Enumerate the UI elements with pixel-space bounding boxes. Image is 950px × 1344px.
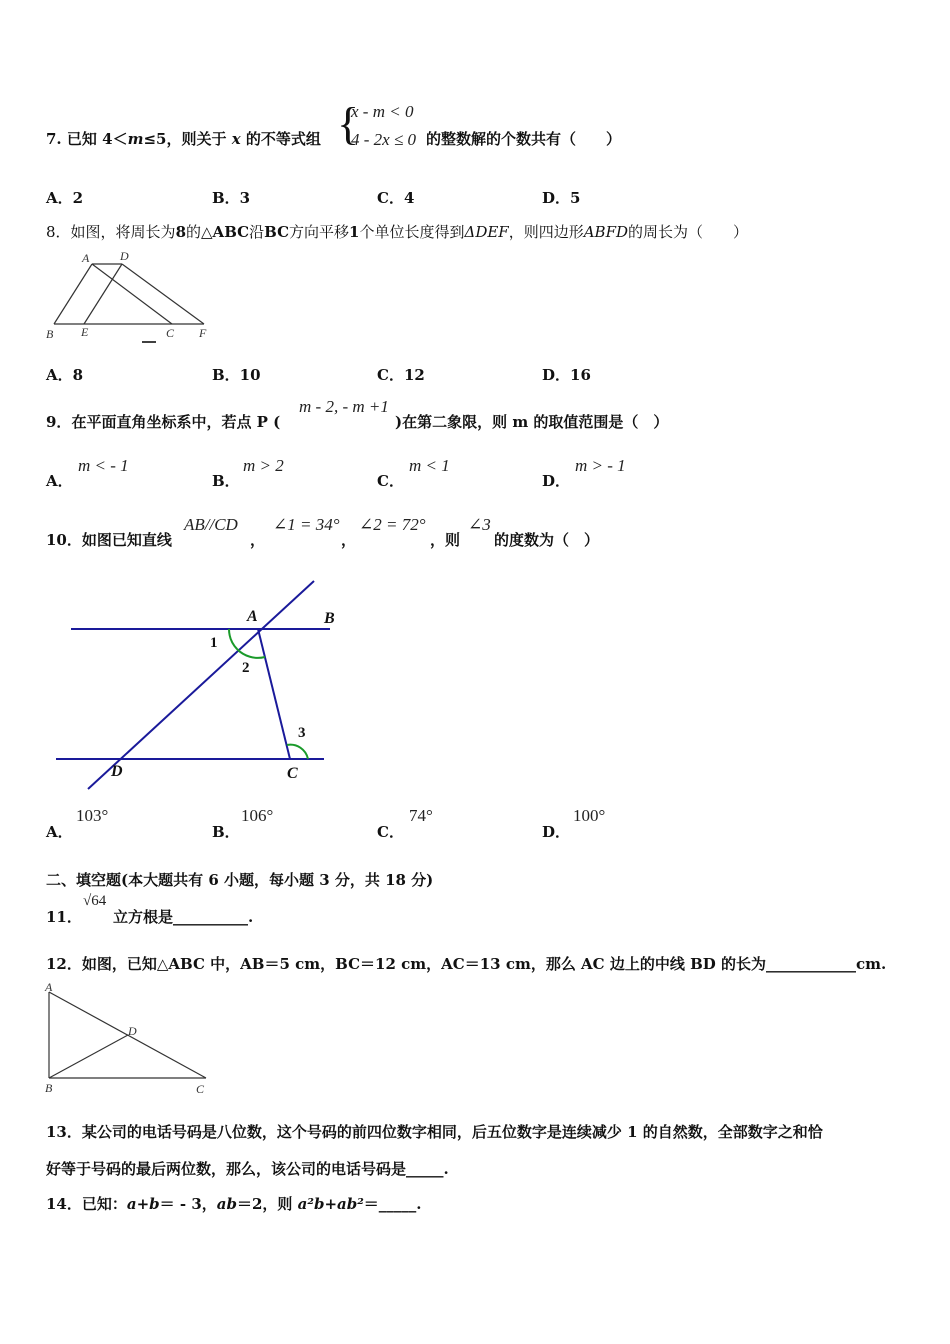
question-13 (46, 1121, 823, 1142)
q10-parallel: AB//CD (184, 515, 238, 534)
q7-system-brace: { (337, 98, 360, 149)
q10-option-b-math: 106° (241, 806, 274, 825)
q14-expr-3: a²b+ab² (297, 1195, 364, 1213)
q9-option-a-letter: A． (46, 472, 73, 490)
q8-text-b: 的 (186, 223, 202, 241)
q10-text-b: ，则 (430, 531, 461, 549)
q7-system-line-1: x - m < 0 (351, 102, 414, 121)
q9-text-a: 在平面直角坐标系中，若点 P ( (71, 413, 281, 431)
q7-option-d: D．5 (542, 189, 581, 207)
q8-figure (44, 250, 214, 345)
question-10 (46, 529, 172, 550)
q9-option-a-math: m < - 1 (78, 456, 129, 475)
question-9 (46, 411, 280, 432)
q9-option-c-math: m < 1 (409, 456, 450, 475)
q7-var-m: m (127, 130, 144, 148)
q10-option-b-letter: B． (212, 823, 240, 841)
q10-label-1: 1 (210, 635, 218, 651)
q14-number: 14． (46, 1195, 82, 1213)
q9-option-b-math: m > 2 (243, 456, 284, 475)
q14-text-b: ＝ - 3， (159, 1195, 217, 1213)
q10-label-d: D (111, 763, 123, 780)
q8-option-b: B．10 (212, 366, 261, 384)
q9-option-c-letter: C． (377, 472, 404, 490)
q12-label-b: B (45, 1081, 53, 1095)
section-2-title: 二、填空题(本大题共有 6 小题，每小题 3 分，共 18 分) (46, 871, 434, 889)
q14-expr-2: ab (216, 1195, 237, 1213)
q10-label-b: B (324, 610, 335, 627)
q7-option-a: A．2 (46, 189, 84, 207)
q10-comma-1: ， (250, 531, 266, 549)
q8-text-a: 如图，将周长为 (70, 223, 176, 241)
q8-text-d: 方向平移 (289, 223, 350, 241)
q14-expr-1: a+b (126, 1195, 160, 1213)
q10-option-a-letter: A． (46, 823, 73, 841)
q11-sqrt: √64 (83, 893, 107, 909)
q8-text-e: 个单位长度得到 (359, 223, 465, 241)
q8-option-a: A．8 (46, 366, 84, 384)
q10-label-a: A (247, 608, 258, 625)
q7-option-b: B．3 (212, 189, 251, 207)
q7-option-c: C．4 (377, 189, 415, 207)
q8-label-f: F (199, 326, 207, 340)
q10-label-3: 3 (298, 725, 306, 741)
q12-text: 如图，已知△ABC 中，AB＝5 cm，BC＝12 cm，AC＝13 cm，那么 AC 边上的中线 BD 的长为____________cm. (81, 955, 887, 973)
q13-line-2: 好等于号码的最后两位数，那么，该公司的电话号码是_____. (46, 1160, 449, 1178)
q12-number: 12． (46, 955, 82, 973)
q8-label-c: C (166, 326, 175, 340)
q9-option-d-math: m > - 1 (575, 456, 626, 475)
q10-option-c-letter: C． (377, 823, 404, 841)
q10-angle-3: ∠3 (468, 515, 491, 534)
question-14 (46, 1193, 422, 1214)
q10-text-c: 的度数为（ ） (494, 531, 600, 549)
question-8 (46, 221, 748, 242)
q11-text: 立方根是__________. (113, 908, 254, 926)
q10-option-d-math: 100° (573, 806, 606, 825)
q7-text-d: 的整数解的个数共有（ ） (426, 130, 622, 148)
q10-label-2: 2 (242, 660, 250, 676)
q10-text-a: 如图已知直线 (81, 531, 172, 549)
q7-text-b: ≤5，则关于 (143, 130, 227, 148)
q8-text-f: ，则四边形 (508, 223, 584, 241)
q10-option-c-math: 74° (409, 806, 433, 825)
q10-option-d-letter: D． (542, 823, 571, 841)
q8-option-c: C．12 (377, 366, 425, 384)
q10-angle-2: ∠2 = 72° (359, 515, 426, 534)
q12-figure (44, 982, 214, 1097)
q9-coordinates: m - 2, - m +1 (299, 397, 389, 416)
q8-text-g: 的周长为（ ） (628, 223, 749, 241)
q8-one: 1 (349, 223, 360, 241)
q8-label-a: A (82, 251, 90, 265)
q8-option-d: D．16 (542, 366, 591, 384)
q8-label-d: D (120, 249, 129, 263)
q7-var-x: x (231, 130, 241, 148)
q13-number: 13． (46, 1123, 82, 1141)
q8-triangle: △ABC (201, 223, 250, 241)
q12-label-d: D (128, 1024, 137, 1038)
q12-label-c: C (196, 1082, 205, 1096)
q14-text-a: 已知： (81, 1195, 127, 1213)
q14-text-d: ＝_____. (363, 1195, 422, 1213)
question-12 (46, 953, 886, 974)
q8-text-c: 沿 (249, 223, 265, 241)
q10-number: 10． (46, 531, 82, 549)
q8-label-b: B (46, 327, 54, 341)
q10-label-c: C (287, 765, 298, 782)
q7-text-c: 的不等式组 (245, 130, 321, 148)
q8-number: 8． (46, 223, 71, 241)
q8-label-e: E (81, 325, 89, 339)
q14-text-c: ＝2，则 (237, 1195, 298, 1213)
q10-option-a-math: 103° (76, 806, 109, 825)
q7-text-a: 已知 4＜ (66, 130, 128, 148)
q13-line-1: 某公司的电话号码是八位数，这个号码的前四位数字相同，后五位数字是连续减少 1 的自然数，全部数字之和恰 (81, 1123, 823, 1141)
q8-abfd: ABFD (583, 223, 629, 241)
q10-angle-1: ∠1 = 34° (273, 515, 340, 534)
q7-system-line-2: 4 - 2x ≤ 0 (351, 130, 417, 149)
question-7 (46, 128, 321, 149)
q11-number: 11． (46, 908, 82, 926)
q9-number: 9． (46, 413, 72, 431)
q9-option-d-letter: D． (542, 472, 571, 490)
q12-label-a: A (45, 980, 53, 994)
q8-perimeter: 8 (175, 223, 186, 241)
q8-def: ΔDEF (464, 223, 509, 241)
q8-bc: BC (264, 223, 290, 241)
q9-text-b: )在第二象限，则 m 的取值范围是（ ） (395, 413, 669, 431)
q9-option-b-letter: B． (212, 472, 240, 490)
q10-figure (50, 575, 350, 795)
q10-comma-2: ， (341, 531, 357, 549)
q7-number: 7. (46, 130, 62, 148)
